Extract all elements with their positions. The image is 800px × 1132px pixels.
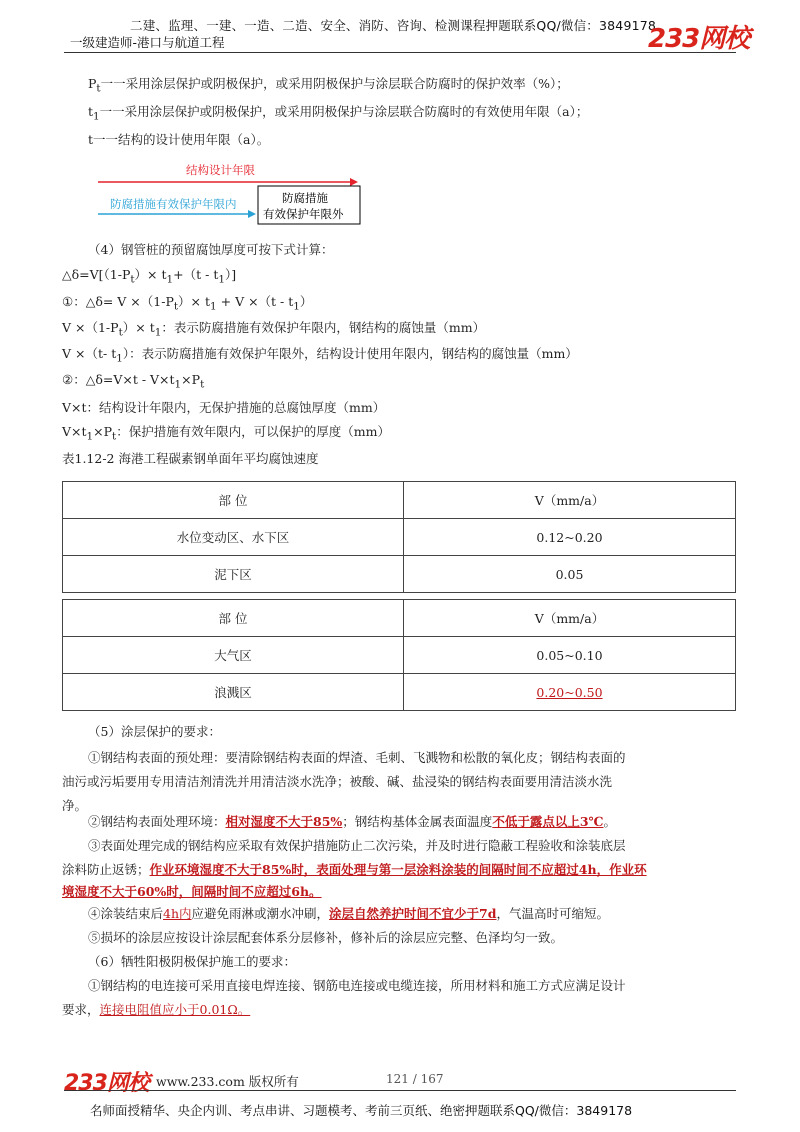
coating-p2: ②钢结构表面处理环境：相对湿度不大于85%；钢结构基体金属表面温度不低于露点以上3℃。 [88,814,617,829]
table-cell: 泥下区 [63,556,404,593]
formula-1-explain-b: V ×（t- $t_1$）：表示防腐措施有效保护年限外，结构设计使用年限内，钢结构的腐蚀量（mm） [62,346,578,365]
corrosion-table-1 [62,481,736,593]
table-cell: 0.12~0.20 [404,519,736,556]
coating-title: （5）涂层保护的要求： [88,724,221,739]
formula-2: ②：△δ=V×t - $V\times t_1\times P_t$ [62,372,205,391]
diagram-right-label-2: 有效保护年限外 [263,207,344,221]
formula-2-explain-a: V×t：结构设计年限内，无保护措施的总腐蚀厚度（mm） [62,400,386,415]
coating-p5: ⑤损坏的涂层应按设计涂层配套体系分层修补，修补后的涂层应完整、色泽均匀一致。 [88,930,564,945]
coating-p1-line2: 油污或污垢要用专用清洁剂清洗并用清洁淡水洗净；被酸、碱、盐浸染的钢结构表面要用清洁淡水洗 [62,774,613,789]
table-cell: 浪溅区 [63,674,404,711]
footer-copyright: www.233.com 版权所有 [156,1074,299,1089]
header-promo-line: 二建、监理、一建、一造、二造、安全、消防、咨询、检测课程押题联系QQ/微信：3849178 [130,18,657,33]
coating-p1-line1: ①钢结构表面的预处理：要清除钢结构表面的焊渣、毛刺、飞溅物和松散的氧化皮；钢结构表面的 [88,750,626,765]
calc-intro: （4）钢管桩的预留腐蚀厚度可按下式计算： [88,242,334,257]
table-row [63,637,736,674]
coating-p1-line3: 净。 [62,798,88,813]
diagram-right-label-1: 防腐措施 [282,191,328,205]
footer-promo-line: 名师面授精华、央企内训、考点串讲、习题模考、考前三页纸、绝密押题联系QQ/微信：3849178 [90,1103,633,1118]
table-row [63,556,736,593]
table-cell: 大气区 [63,637,404,674]
coating-p3-line1: ③表面处理完成的钢结构应采取有效保护措施防止二次污染，并及时进行隐蔽工程验收和涂装底层 [88,838,626,853]
table-header-cell: 部 位 [63,482,404,519]
protection-period-diagram [96,160,366,226]
formula-main: $\triangle\delta=V[(1-P_t)\times t_1+(t - t_1)]$ [62,267,237,286]
coating-p4: ④涂装结束后4h内应避免雨淋或潮水冲刷，涂层自然养护时间不宜少于7d，气温高时可缩短。 [88,906,610,921]
formula-1-explain-a: $V \times(1-P_t)\times t_1$：表示防腐措施有效保护年限内，钢结构的腐蚀量（mm） [62,320,486,339]
diagram-top-label: 结构设计年限 [186,163,255,177]
header-subtitle: 一级建造师-港口与航道工程 [70,35,225,50]
def-t: t一一结构的设计使用年限（a）。 [88,132,270,147]
coating-p3-line3: 境湿度不大于60%时，间隔时间不应超过6h。 [62,884,322,899]
diagram-top-arrowhead [350,178,358,186]
footer-logo: 233网校 [64,1071,149,1096]
table-header-row [63,600,736,637]
brand-logo: 233网校 [648,24,750,54]
coating-p3-line2: 涂料防止返锈；作业环境湿度不大于85%时，表面处理与第一层涂料涂装的间隔时间不应超过4h，作业环 [62,862,647,877]
formula-1: ①：△δ= $V \times(1-P_t)\times t_1 + V \times(t - t_1)$ [62,294,313,313]
def-t1: $t_1$一一采用涂层保护或阴极保护，或采用阴极保护与涂层联合防腐时的有效使用年限（a）； [88,104,589,123]
table-header-cell: V（mm/a） [404,600,736,637]
diagram-left-arrowhead [248,210,256,218]
formula-2-explain-b: $V\times t_1\times P_t$：保护措施有效年限内，可以保护的厚度（mm） [62,424,390,443]
table-cell: 0.05 [404,556,736,593]
table-header-cell: V（mm/a） [404,482,736,519]
diagram-left-label: 防腐措施有效保护年限内 [110,197,237,211]
table-row [63,519,736,556]
table-row [63,674,736,711]
footer-divider [64,1090,736,1091]
header-divider [64,52,736,53]
cathodic-title: （6）牺牲阳极阴极保护施工的要求： [88,954,296,969]
table-header-cell: 部 位 [63,600,404,637]
table-cell: 水位变动区、水下区 [63,519,404,556]
cathodic-p1-line2: 要求，连接电阻值应小于0.01Ω。 [62,1002,251,1017]
corrosion-table-2 [62,599,736,711]
page-number: 121 / 167 [386,1072,444,1086]
table-caption: 表1.12-2 海港工程碳素钢单面年平均腐蚀速度 [62,451,319,466]
highlighted-value: 0.20~0.50 [536,684,603,700]
cathodic-p1-line1: ①钢结构的电连接可采用直接电焊连接、钢筋电连接或电缆连接，所用材料和施工方式应满足设计 [88,978,626,993]
table-cell: 0.05~0.10 [404,637,736,674]
table-cell [404,674,736,711]
def-pt: $P_t$一一采用涂层保护或阴极保护，或采用阴极保护与涂层联合防腐时的保护效率（%）； [88,76,569,95]
table-header-row [63,482,736,519]
